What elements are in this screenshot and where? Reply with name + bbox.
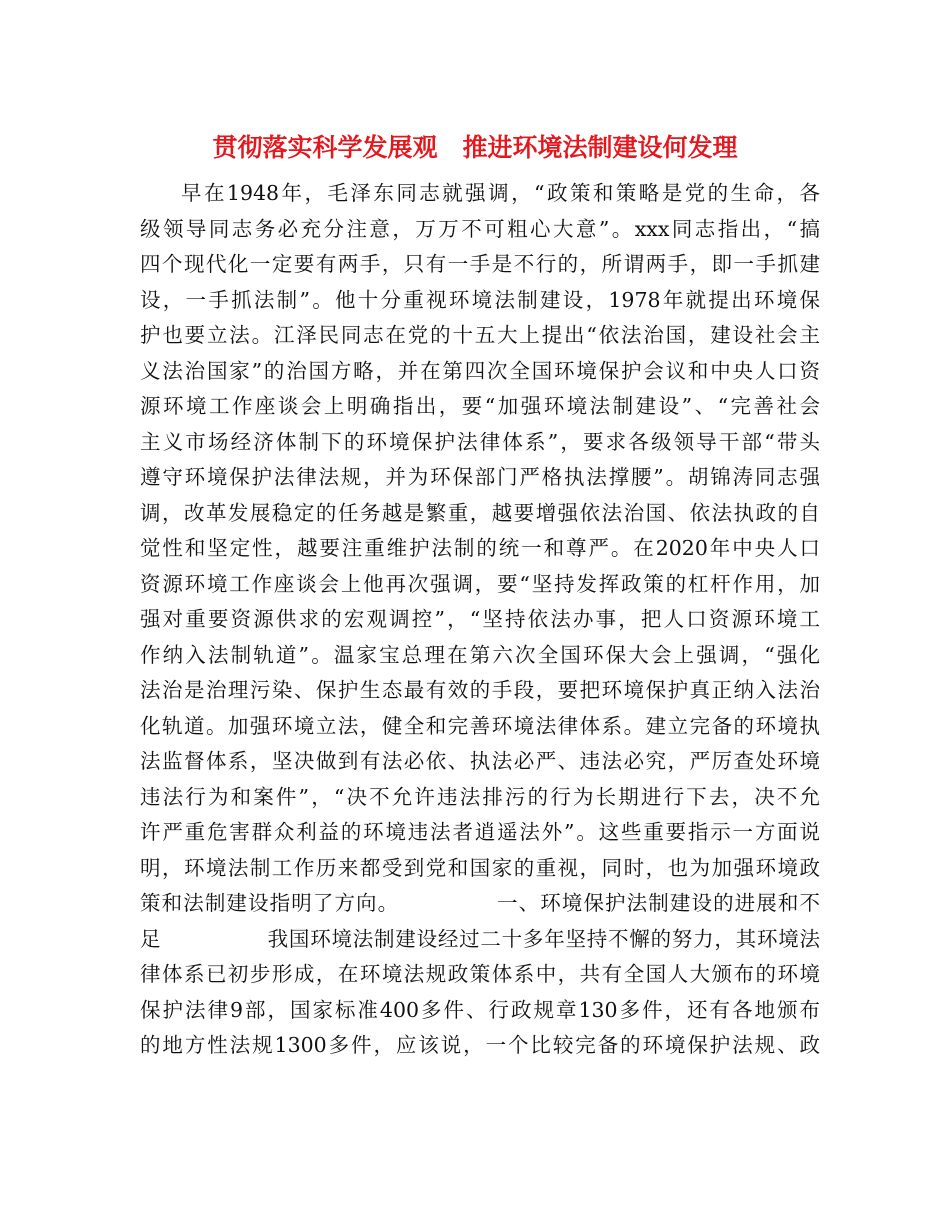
paragraph-line: 调，改革发展稳定的任务越是繁重，越要增强依法治国、依法执政的自 <box>140 500 820 525</box>
paragraph-line: 源环境工作座谈会上明确指出，要“加强环境法制建设”、“完善社会 <box>140 394 820 418</box>
paragraph-line: 强对重要资源供求的宏观调控”，“坚持依法办事，把人口资源环境工 <box>140 607 820 631</box>
paragraph-line: 明，环境法制工作历来都受到党和国家的重视，同时，也为加强环境政 <box>140 855 820 880</box>
document-title: 贯彻落实科学发展观 推进环境法制建设何发理 <box>212 133 738 162</box>
paragraph-line: 作纳入法制轨道”。温家宝总理在第六次全国环保大会上强调，“强化 <box>140 642 820 667</box>
paragraph-line: 足 我国环境法制建设经过二十多年坚持不懈的努力，其环境法 <box>140 926 820 951</box>
paragraph-line: 级领导同志务必充分注意，万万不可粗心大意”。xxx同志指出，“搞 <box>140 216 820 241</box>
paragraph-line: 设，一手抓法制”。他十分重视环境法制建设，1978年就提出环境保 <box>140 287 820 312</box>
paragraph-line: 资源环境工作座谈会上他再次强调，要“坚持发挥政策的杠杆作用，加 <box>140 571 820 596</box>
paragraph-line: 法治是治理污染、保护生态最有效的手段，要把环境保护真正纳入法治 <box>140 678 820 702</box>
paragraph-line: 早在1948年，毛泽东同志就强调，“政策和策略是党的生命，各 <box>181 181 820 205</box>
paragraph-line: 法监督体系，坚决做到有法必依、执法必严、违法必究，严厉查处环境 <box>140 749 820 773</box>
paragraph-line: 律体系已初步形成，在环境法规政策体系中，共有全国人大颁布的环境 <box>140 962 820 986</box>
paragraph-line: 觉性和坚定性，越要注重维护法制的统一和尊严。在2020年中央人口 <box>140 536 820 560</box>
paragraph-line: 护也要立法。江泽民同志在党的十五大上提出“依法治国，建设社会主 <box>140 323 820 347</box>
paragraph-line: 遵守环境保护法律法规，并为环保部门严格执法撑腰”。胡锦涛同志强 <box>140 465 820 489</box>
document-body <box>140 176 820 1064</box>
paragraph-line: 化轨道。加强环境立法，健全和完善环境法律体系。建立完备的环境执 <box>140 713 820 738</box>
paragraph-line: 许严重危害群众利益的环境违法者逍遥法外”。这些重要指示一方面说 <box>140 820 820 844</box>
paragraph-line: 义法治国家”的治国方略，并在第四次全国环境保护会议和中央人口资 <box>140 358 820 383</box>
paragraph-line: 主义市场经济体制下的环境保护法律体系”，要求各级领导干部“带头 <box>140 429 820 454</box>
paragraph-line: 保护法律9部，国家标准400多件、行政规章130多件，还有各地颁布 <box>140 997 820 1022</box>
paragraph-line: 四个现代化一定要有两手，只有一手是不行的，所谓两手，即一手抓建 <box>140 252 820 276</box>
paragraph-line: 的地方性法规1300多件，应该说，一个比较完备的环境保护法规、政 <box>140 1033 820 1057</box>
paragraph-line: 策和法制建设指明了方向。 一、环境保护法制建设的进展和不 <box>140 891 820 915</box>
paragraph-line: 违法行为和案件”，“决不允许违法排污的行为长期进行下去，决不允 <box>140 784 820 809</box>
